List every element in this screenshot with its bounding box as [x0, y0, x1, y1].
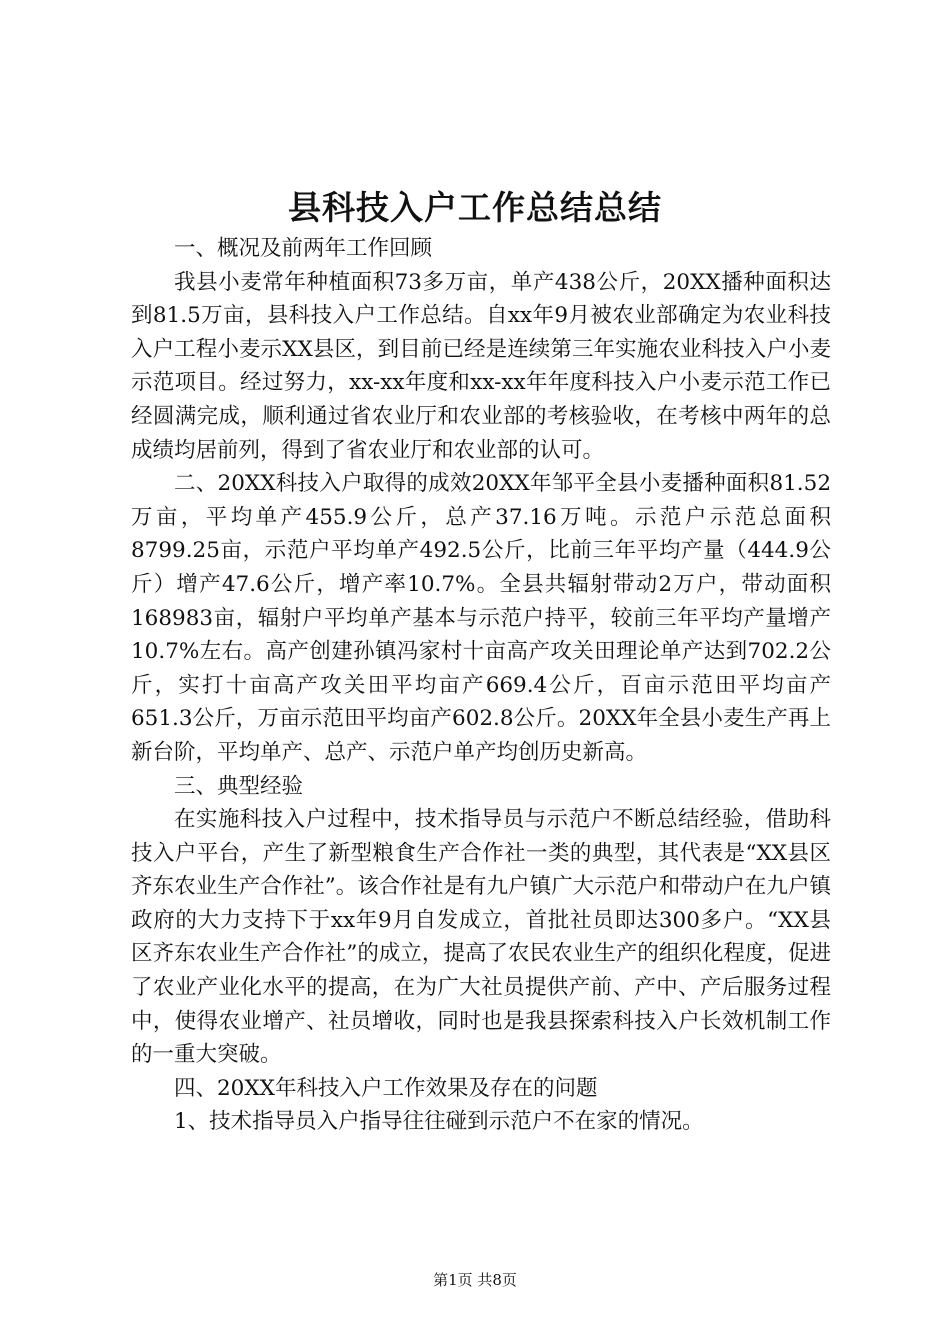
section-heading-problems: 四、20XX年科技入户工作效果及存在的问题	[174, 1075, 598, 1101]
document-body	[131, 232, 831, 1139]
section-heading-experience: 三、典型经验	[174, 773, 304, 799]
paragraph-overview: 我县小麦常年种植面积73多万亩，单产438公斤，20XX播种面积达到81.5万亩，县科技入户工作总结。自xx年9月被农业部确定为农业科技入户工程小麦示XX县区，到目前已经是连续第三年实施农业科技入户小麦示范项目。经过努力，xx-xx年度和xx-xx年年度科技入户小麦示范工作已经圆满完成，顺利通过省农业厅和农业部的考核验收，在考核中两年的总成绩均居前列，得到了省农业厅和农业部的认可。	[131, 269, 831, 463]
document-title: 县科技入户工作总结总结	[288, 188, 662, 227]
paragraph-achievements: 二、20XX科技入户取得的成效20XX年邹平全县小麦播种面积81.52万亩，平均单产455.9公斤，总产37.16万吨。示范户示范总面积8799.25亩，示范户平均单产492.5公斤，比前三年平均产量（444.9公斤）增产47.6公斤，增产率10.7%。全县共辐射带动2万户，带动面积168983亩，辐射户平均单产基本与示范户持平，较前三年平均产量增产10.7%左右。高产创建孙镇冯家村十亩高产攻关田理论单产达到702.2公斤，实打十亩高产攻关田平均亩产669.4公斤，百亩示范田平均亩产651.3公斤，万亩示范田平均亩产602.8公斤。20XX年全县小麦生产再上新台阶，平均单产、总产、示范户单产均创历史新高。	[131, 471, 831, 765]
page-number-footer: 第1页 共8页	[433, 1271, 517, 1289]
paragraph-problem-1: 1、技术指导员入户指导往往碰到示范户不在家的情况。	[174, 1109, 704, 1135]
paragraph-experience: 在实施科技入户过程中，技术指导员与示范户不断总结经验，借助科技入户平台，产生了新型粮食生产合作社一类的典型，其代表是“XX县区齐东农业生产合作社”。该合作社是有九户镇广大示范户和带动户在九户镇政府的大力支持下于xx年9月自发成立，首批社员即达300多户。“XX县区齐东农业生产合作社”的成立，提高了农民农业生产的组织化程度，促进了农业产业化水平的提高，在为广大社员提供产前、产中、产后服务过程中，使得农业增产、社员增收，同时也是我县探索科技入户长效机制工作的一重大突破。	[131, 807, 831, 1068]
section-heading-overview: 一、概况及前两年工作回顾	[174, 236, 433, 261]
